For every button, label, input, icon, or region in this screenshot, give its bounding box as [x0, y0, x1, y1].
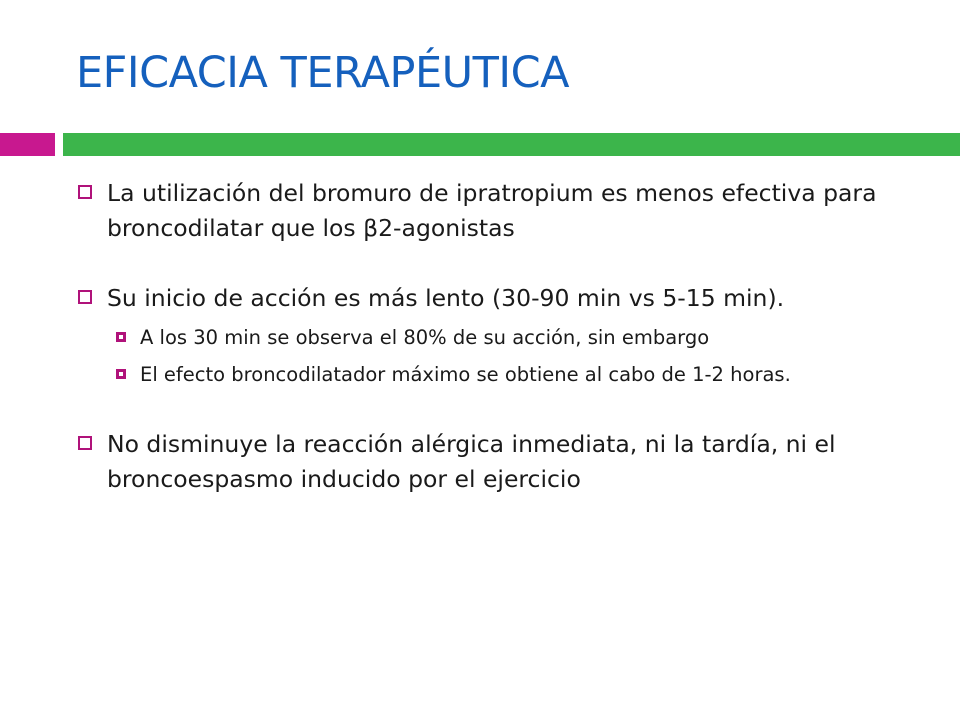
bullet-text: La utilización del bromuro de ipratropium es menos efectiva para broncodilatar que los β2-agonistas: [107, 179, 877, 242]
bullet-item: [78, 176, 938, 246]
bullet-item: [78, 427, 938, 497]
filled-square-bullet-icon: [116, 332, 126, 342]
hollow-square-bullet-icon: [78, 436, 92, 450]
bullet-text: Su inicio de acción es más lento (30-90 min vs 5-15 min).: [107, 284, 785, 312]
sub-bullet-text: El efecto broncodilatador máximo se obtiene al cabo de 1-2 horas.: [140, 363, 791, 386]
hollow-square-bullet-icon: [78, 290, 92, 304]
bullet-text: No disminuye la reacción alérgica inmediata, ni la tardía, ni el broncoespasmo inducido por el ejercicio: [107, 430, 836, 493]
accent-bar: [0, 133, 55, 156]
sub-bullet-item: [116, 361, 938, 389]
slide-title: EFICACIA TERAPÉUTICA: [76, 48, 570, 98]
bullet-item: [78, 281, 938, 316]
title-underline-bar: [63, 133, 960, 156]
filled-square-bullet-icon: [116, 369, 126, 379]
slide-body: [78, 176, 938, 497]
sub-bullet-text: A los 30 min se observa el 80% de su acción, sin embargo: [140, 326, 710, 349]
hollow-square-bullet-icon: [78, 185, 92, 199]
sub-bullet-item: [116, 324, 938, 352]
